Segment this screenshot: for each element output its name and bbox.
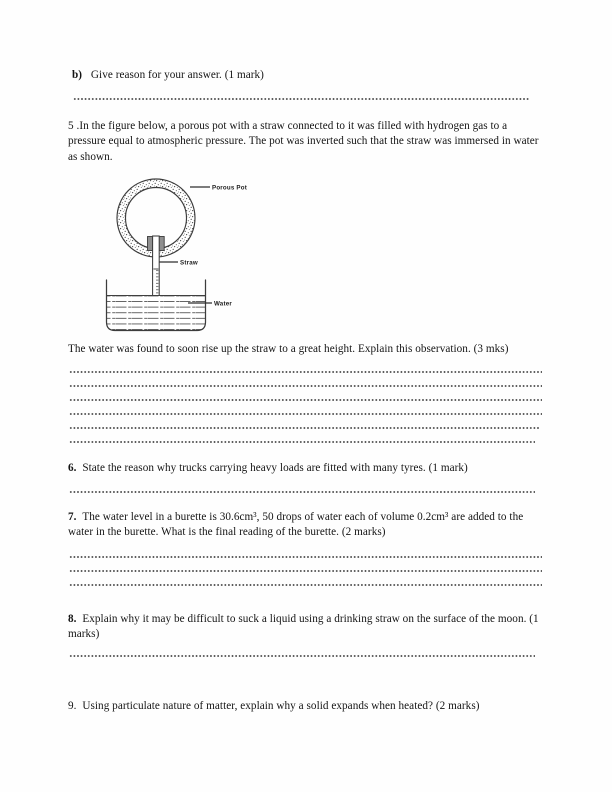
question-9 xyxy=(68,699,545,714)
water-label: Water xyxy=(214,300,232,308)
question-8-text: Explain why it may be difficult to suck a liquid using a drinking straw on the surface of the moon. (1 marks) xyxy=(68,613,539,641)
question-6 xyxy=(68,461,545,476)
question-9-number: 9. xyxy=(68,700,77,712)
answer-line-q6-1 xyxy=(69,491,535,493)
question-6-text: State the reason why trucks carrying heavy loads are fitted with many tyres. (1 mark) xyxy=(82,462,468,474)
question-4b xyxy=(72,68,542,83)
answer-line-q5-5 xyxy=(69,427,539,429)
porous-pot-label: Porous Pot xyxy=(212,184,248,192)
answer-line-q7-3 xyxy=(69,584,542,586)
answer-line-q7-1 xyxy=(69,556,542,558)
question-8-number: 8. xyxy=(68,613,77,625)
question-7-text: The water level in a burette is 30.6cm³, 50 drops of water each of volume 0.2cm³ are added to the water in the burette. What is the final reading of the burette. (2 marks) xyxy=(68,511,524,539)
answer-line-q5-3 xyxy=(69,399,542,401)
answer-line-q8-1 xyxy=(69,655,535,657)
porous-pot-figure xyxy=(100,176,365,344)
straw-tube xyxy=(153,236,160,298)
answer-line-q5-6 xyxy=(69,441,535,443)
question-8 xyxy=(68,612,545,643)
answer-line-q5-1 xyxy=(69,371,542,373)
question-6-number: 6. xyxy=(68,462,77,474)
question-7-number: 7. xyxy=(68,511,77,523)
question-5-stem: 5 .In the figure below, a porous pot with a straw connected to it was filled with hydrogen gas to a pressure equal to atmospheric pressure. The pot was inverted such that the straw was immersed in water as shown. xyxy=(68,120,539,163)
question-9-text: Using particulate nature of matter, explain why a solid expands when heated? (2 marks) xyxy=(82,700,480,712)
answer-line-q4b xyxy=(73,98,530,100)
question-4b-label: b) xyxy=(72,69,83,81)
question-7 xyxy=(68,510,545,541)
straw-label: Straw xyxy=(180,259,198,267)
answer-line-q5-2 xyxy=(69,385,542,387)
answer-line-q5-4 xyxy=(69,413,542,415)
answer-line-q7-2 xyxy=(69,570,542,572)
question-4b-text: Give reason for your answer. (1 mark) xyxy=(90,69,264,81)
question-5-followup: The water was found to soon rise up the straw to a great height. Explain this observation. (3 mks) xyxy=(68,343,509,355)
